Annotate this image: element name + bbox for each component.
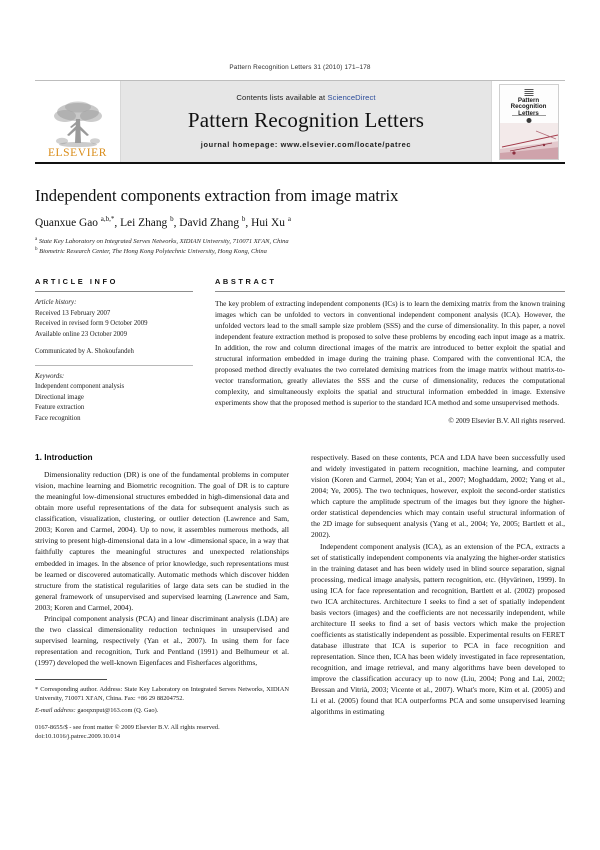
imprint-doi-line[interactable]: doi:10.1016/j.patrec.2009.10.014 — [35, 733, 121, 741]
paragraph: Independent component analysis (ICA), as an extension of the PCA, extracts a set of statistically independent components via analyzing the higher-order statistics in the training dataset and has been widely used in blind source separation, signal processing, medical image analysis, pattern recognition, etc. (Hyvärinen, 1999). In using ICA for face representation and recognition, Bartlett et al. (2002) proposed two ICA architectures. Architecture I seeks to find a set of spatially independent basis vectors (images) and the coefficients are not necessarily independent, while architecture II seeks to find a set of basis vectors which make the projection coefficients as statistically independent as possible. Experimental results on FERET database illustrate that ICA is superior to PCA in face recognition and representation. Since then, ICA has been widely investigated in face representation, recognition, and image retrieval, and many algorithms have been developed to improve the classification accuracy up to now (Liu, 2004; Pong and Lai, 2002; Bressan and Vitrià, 2003; Vicente et al., 2007). What's more, Kim et al. (2005) and Li et al. (2005) found that ICA outperforms PCA and some unsupervised learning algorithms in estimating — [311, 541, 565, 717]
journal-cover-thumbnail — [491, 81, 565, 162]
article-history-online: Available online 23 October 2009 — [35, 330, 127, 338]
abstract-text: The key problem of extracting independent components (ICs) is to learn the demixing matrix from the known training images which can be unfolded to vectors in conventional independent component analysis (ICA). However, the unfolded vectors lead to the small sample size problem (SSS) and the curse of dimensionality. In this paper, a novel independent feature extraction method is proposed to solve these problems by encoding each input image as a matrix. In addition, the row and column directional images of the matrix are introduced to better exploit the spatial and structural information embedded in image during the training phase. Compared with the conventional ICA, the proposed method directly evaluates the two correlated demixing matrices from the image matrix without matrix-to-vector transformation, greatly alleviates the SSS and the curse of dimensionality, reduces the computational complexity, and simultaneously exploits the spatial and structural information embedded in image. Extensive experiments show that the proposed method is superior to the standard ICA method and some unsupervised methods. — [215, 299, 565, 408]
info-abstract-row — [35, 277, 565, 425]
affiliation-b: $^b$ Biometric Research Center, The Hong Kong Polytechnic University, Hong Kong, China — [35, 247, 267, 256]
article-info-block — [35, 277, 193, 425]
email-label: E-mail address: — [35, 706, 76, 714]
paragraph: respectively. Based on these contents, PCA and LDA have been successfully used and widely investigated in pattern recognition, machine learning, and computer vision (Koren and Carmel, 2004; Yan et al., 2007; Moghaddam, 2002; Yang et al., 2004; Ye, 2005). The two techniques, however, exploit the second-order statistics which capture the amplitude spectrum of the images but they ignore the higher-order statistical dependencies which may contain useful structural information of the 2D image for subsequent analysis (Yang et al., 2004; Ye, 2005; Bartlett et al., 2002). — [311, 453, 565, 540]
keyword-item: Feature extraction — [35, 404, 85, 412]
cover-divider — [512, 115, 546, 116]
contents-line — [236, 93, 375, 102]
masthead-bottom-rule — [35, 162, 565, 164]
abstract-copyright: © 2009 Elsevier B.V. All rights reserved. — [448, 417, 565, 426]
affiliation-b-text: Biometric Research Center, The Hong Kong Polytechnic University, Hong Kong, China — [39, 248, 267, 256]
cover-title: Pattern Recognition — [510, 96, 547, 111]
elsevier-wordmark: ELSEVIER — [47, 146, 108, 159]
keywords-rule — [35, 365, 193, 366]
abstract-heading: ABSTRACT — [215, 277, 277, 286]
communicated-by: Communicated by A. Shokoufandeh — [35, 348, 134, 356]
body-columns — [35, 452, 565, 742]
affiliation-a-text: State Key Laboratory on Integrated Serves Networks, XIDIAN University, 710071 XI'AN, China — [38, 238, 289, 245]
journal-title: Pattern Recognition Letters — [187, 108, 425, 132]
email-address[interactable]: gaoqxnput@163.com (Q. Gao). — [77, 706, 159, 714]
footnote-rule — [35, 679, 107, 680]
cover-publisher-mark-icon — [524, 89, 533, 96]
journal-banner — [121, 81, 491, 162]
affiliation-a: $^a$ State Key Laboratory on Integrated Serves Networks, XIDIAN University, 710071 XI'AN, China — [35, 236, 289, 245]
abstract-rule — [215, 291, 565, 292]
imprint-issn-line: 0167-8655/$ - see front matter © 2009 Elsevier B.V. All rights reserved. — [35, 723, 220, 731]
keyword-item: Directional image — [35, 393, 84, 401]
running-head: Pattern Recognition Letters 31 (2010) 171–178 — [229, 64, 371, 71]
abstract-block — [215, 277, 565, 425]
article-history-label: Article history: — [35, 299, 77, 306]
journal-homepage-link[interactable]: journal homepage: www.elsevier.com/locate/patrec — [200, 140, 412, 149]
corresponding-author-note: * Corresponding author. Address: State Key Laboratory on Integrated Serves Networks, XIDIAN University, 710071 XI'AN, China. Fax: +86 29 88204752. — [35, 686, 289, 703]
keywords-label: Keywords: — [35, 372, 65, 380]
section-heading-introduction: 1. Introduction — [35, 452, 93, 463]
article-info-rule — [35, 291, 193, 292]
contents-prefix: Contents lists available at — [236, 93, 328, 102]
email-note — [35, 706, 289, 715]
author-list: Quanxue Gao $^{a,b,*}$, Lei Zhang $^b$, David Zhang $^b$, Hui Xu $^a$ — [35, 214, 291, 229]
title-block — [35, 186, 565, 257]
body-column-left — [35, 452, 289, 742]
elsevier-logo — [35, 81, 121, 162]
affiliation-list — [35, 236, 565, 257]
keyword-item: Face recognition — [35, 414, 81, 422]
sciencedirect-link[interactable]: ScienceDirect — [327, 93, 376, 102]
article-history-received: Received 13 February 2007 — [35, 309, 111, 317]
journal-masthead — [35, 80, 565, 162]
article-info-heading: ARTICLE INFO — [35, 277, 118, 286]
footnote-block — [35, 679, 289, 742]
article-history-revised: Received in revised form 9 October 2009 — [35, 320, 148, 328]
imprint-block — [35, 723, 289, 742]
body-column-right — [311, 452, 565, 742]
keyword-item: Independent component analysis — [35, 383, 125, 391]
paragraph: Dimensionality reduction (DR) is one of the fundamental problems in computer vision, machine learning and Biometric recognition. The goal of DR is to capture the meaningful low-dimensional structures embedded in high-dimensional data and obtain more useful representations of the data for subsequent analysis such as classification, visualization, clustering, or outlier detection (Lawrence and Sam, 2003; Koren and Carmel, 2004). Up to now, it assembles numerous methods, all striving to present high-dimensional data in a low -dimensional space, in a way that faithfully captures the meaningful structures and unexpected relationships embedded in images. In the absence of prior knowledge, such representations must be learned or discovered automatically. Automatic methods which discover hidden structure from the statistical regularities of large data sets can be studied in the general framework of unsupervised and supervised learning (Lawrence and Sam, 2003; Koren and Carmel, 2004). — [35, 470, 289, 612]
page-title: Independent components extraction from image matrix — [35, 186, 399, 205]
cover-artwork — [500, 123, 559, 159]
elsevier-tree-icon — [49, 99, 107, 149]
paragraph: Principal component analysis (PCA) and linear discriminant analysis (LDA) are the two classical dimensionality reduction techniques in unsupervised and supervised learning, respectively (Yan et al., 2007). In using them for face representation and recognition, Turk and Pentland (1991) and Belhumeur et al. (1997) developed the well-known Eigenfaces and Fisherfaces algorithms, — [35, 613, 289, 667]
